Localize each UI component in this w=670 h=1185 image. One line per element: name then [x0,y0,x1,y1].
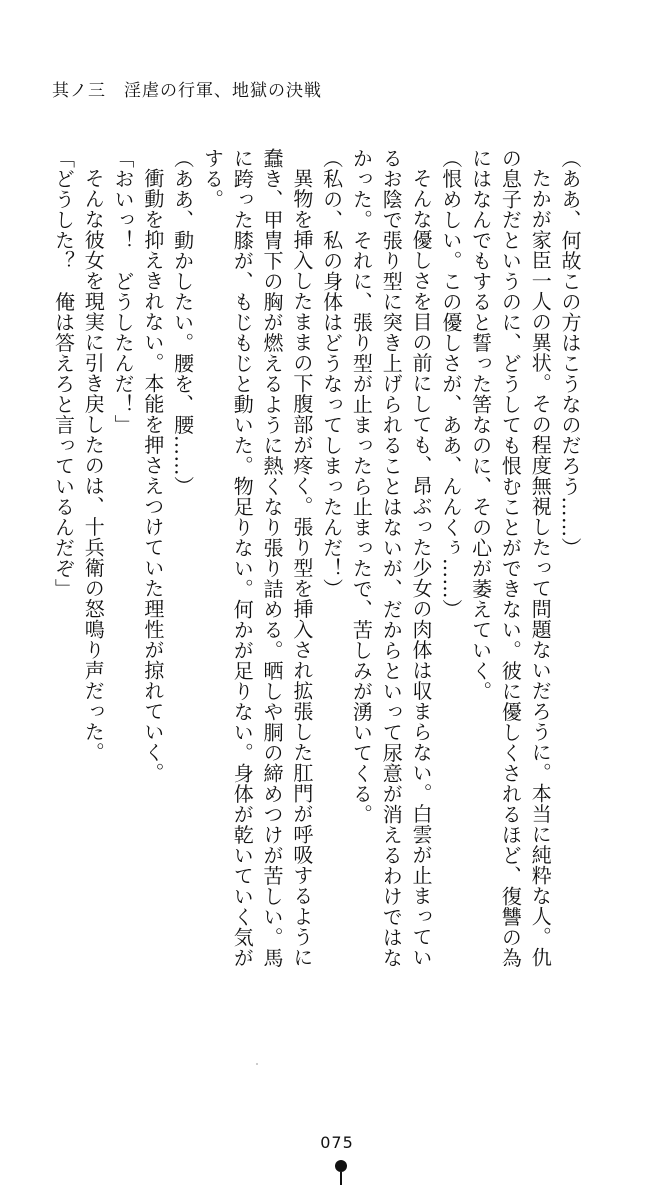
page-number: 075 [320,1133,354,1152]
text-line: るお陰で張り型に突き上げられることはないが、だからといって尿意が消えるわけではな [379,148,404,968]
text-line: かった。それに、張り型が止まったら止まったで、苦しみが湧いてくる。 [349,148,374,825]
text-line: 「どうした？ 俺は答えろと言っているんだぞ」 [51,148,76,599]
text-line: 「おいっ！ どうしたんだ！」 [111,148,136,435]
text-line: の息子だというのに、どうしても恨むことができない。彼に優しくされるほど、復讐の為 [498,148,523,968]
text-line: そんな優しさを目の前にしても、昂ぶった少女の肉体は収まらない。白雲が止まってい [409,168,434,968]
text-line: にはなんでもすると誓った筈なのに、その心が萎えていく。 [468,148,493,702]
page-dot-ornament [335,1160,347,1172]
text-line: に跨った膝が、もじもじと動いた。物足りない。何かが足りない。身体が乾いていく気が [230,148,255,968]
text-line: （恨めしい。この優しさが、ああ、んんくぅ……） [438,148,463,620]
print-mark [256,1063,258,1065]
text-line: （私の、私の身体はどうなってしまったんだ！） [319,148,344,599]
body-text [48,148,584,1048]
chapter-title: 其ノ三 淫虐の行軍、地獄の決戦 [52,81,322,101]
text-line: （ああ、何故この方はこうなのだろう……） [558,148,582,558]
text-line: そんな彼女を現実に引き戻したのは、十兵衛の怒鳴り声だった。 [81,168,106,763]
text-line: （ああ、動かしたい。腰を、腰……） [170,148,195,497]
text-line: 異物を挿入したままの下腹部が疼く。張り型を挿入され拡張した肛門が呼吸するように [289,168,314,968]
page-stem-ornament [340,1172,342,1185]
text-line: 衝動を抑えきれない。本能を押さえつけていた理性が掠れていく。 [140,168,165,783]
text-line: 蠢き、甲冑下の胸が燃えるように熱くなり張り詰める。晒しや胴の締めつけが苦しい。馬 [260,148,285,968]
text-line: する。 [200,148,225,210]
text-line: たかが家臣一人の異状。その程度無視したって問題ないだろうに。本当に純粋な人。仇 [528,168,553,968]
